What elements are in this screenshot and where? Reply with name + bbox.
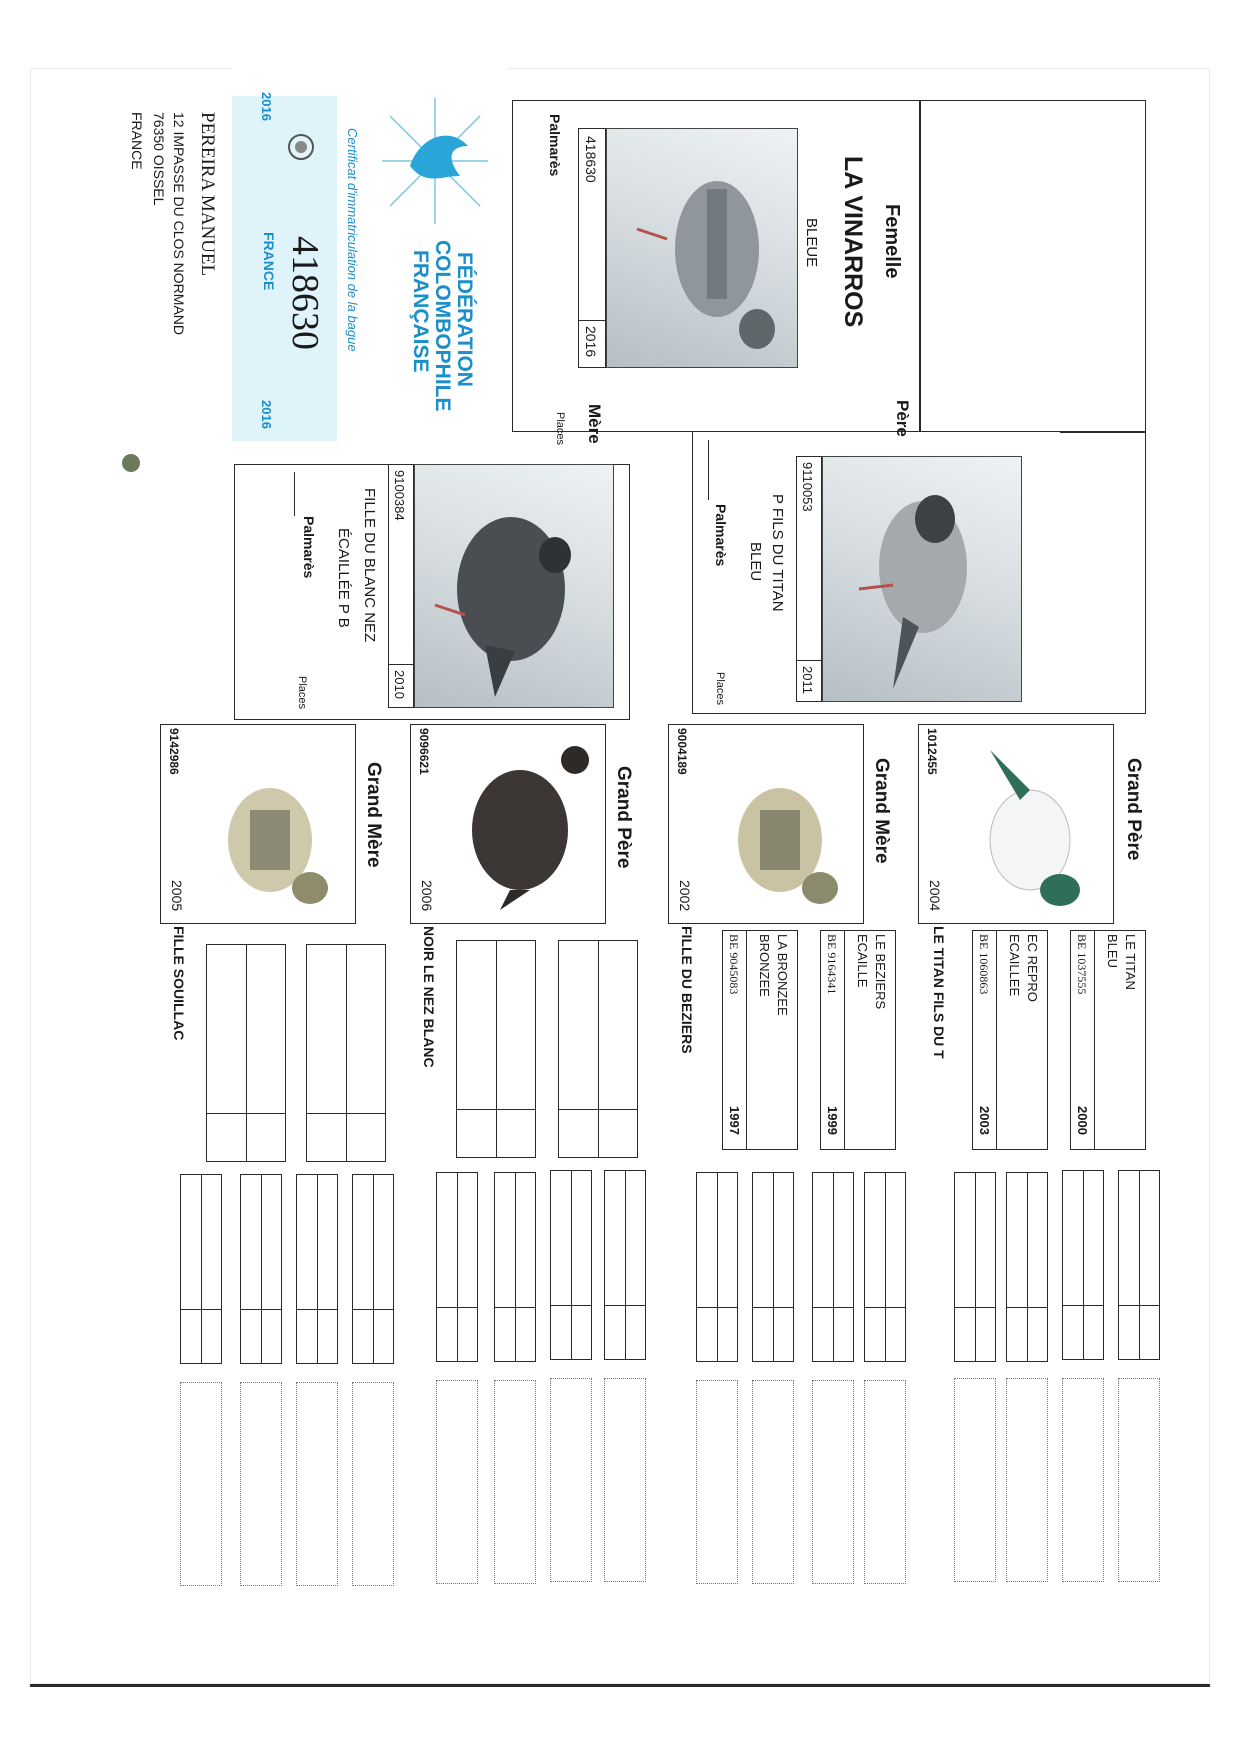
ggp-empty-4 xyxy=(206,944,286,1162)
grandparent-2-pigeon-image xyxy=(710,740,860,910)
results-table xyxy=(494,1380,536,1584)
gggp-table xyxy=(752,1172,794,1362)
gp1-ring: 1012455 xyxy=(925,728,939,775)
cert-subtitle: Certificat d'immatriculation de la bague xyxy=(345,128,360,352)
gp1-role: Grand Père xyxy=(1123,758,1144,861)
gggp-table xyxy=(954,1172,996,1362)
ggp-empty-2 xyxy=(456,940,536,1158)
gggp-table xyxy=(696,1172,738,1362)
mother-role: Mère xyxy=(585,404,604,444)
pigeon-image xyxy=(607,129,798,368)
grandparent-3-pigeon-image xyxy=(450,740,600,910)
gggp-table xyxy=(1062,1170,1104,1360)
results-table xyxy=(240,1382,282,1586)
subject-palmares-label: Palmarès xyxy=(547,114,563,177)
gp2-name: FILLE DU BEZIERS xyxy=(679,926,695,1054)
gggp-table xyxy=(550,1170,592,1360)
mother-photo xyxy=(414,464,614,708)
owner-name: PEREIRA MANUEL xyxy=(197,112,218,277)
gggp-table xyxy=(864,1172,906,1362)
mother-color: ÉCAILLÉE P B xyxy=(335,528,352,628)
results-table xyxy=(1118,1378,1160,1582)
cert-country: FRANCE xyxy=(261,232,277,291)
ggp-box-4-divider xyxy=(746,930,747,1150)
ggp-empty-3 xyxy=(306,944,386,1162)
ring-seal-icon xyxy=(286,132,316,162)
gggp-table xyxy=(604,1170,646,1360)
gggp-table xyxy=(180,1174,222,1364)
ggp4-name: LA BRONZEE xyxy=(775,934,790,1016)
gggp-table xyxy=(352,1174,394,1364)
ggp3-color: ECAILLE xyxy=(855,934,870,988)
gp3-role: Grand Père xyxy=(613,766,634,869)
gggp-table xyxy=(812,1172,854,1362)
ggp2-color: ECAILLEE xyxy=(1007,934,1022,997)
results-table xyxy=(812,1380,854,1584)
subject-ring: 418630 xyxy=(583,136,599,183)
results-table xyxy=(550,1378,592,1582)
mother-ring-divider xyxy=(388,664,414,665)
ggp1-color: BLEU xyxy=(1105,934,1120,968)
gggp-table xyxy=(436,1172,478,1362)
father-palmares-line xyxy=(708,440,709,500)
gggp-table xyxy=(296,1174,338,1364)
subject-name: LA VINARROS xyxy=(839,156,867,328)
pigeon-image xyxy=(823,457,1022,702)
father-places-label: Places xyxy=(714,672,726,706)
results-table xyxy=(1062,1378,1104,1582)
cert-ring-number: 418630 xyxy=(284,236,326,350)
ggp1-name: LE TITAN xyxy=(1123,934,1138,990)
father-color: BLEU xyxy=(747,542,764,582)
mother-palmares-label: Palmarès xyxy=(301,516,317,579)
subject-ring-divider xyxy=(578,320,606,321)
grandparent-4-pigeon-image xyxy=(200,740,350,910)
gp2-role: Grand Mère xyxy=(871,758,892,864)
gp4-name: FILLE SOUILLAC xyxy=(171,926,187,1041)
results-table xyxy=(864,1380,906,1584)
ggp-empty-1 xyxy=(558,940,638,1158)
ggp-box-2-divider xyxy=(996,930,997,1150)
gp2-year: 2002 xyxy=(677,880,693,912)
gggp-table xyxy=(494,1172,536,1362)
cert-year-left: 2016 xyxy=(259,92,274,121)
cert-org-line2: COLOMBOPHILE xyxy=(431,240,454,412)
father-palmares-label: Palmarès xyxy=(713,504,729,567)
mother-ring: 9100384 xyxy=(392,470,407,521)
results-table xyxy=(296,1382,338,1586)
grandparent-1-pigeon-image xyxy=(960,740,1110,910)
results-table xyxy=(752,1380,794,1584)
gp4-role: Grand Mère xyxy=(363,762,384,868)
ggp1-year: 2000 xyxy=(1075,1106,1090,1135)
ggp4-ring: BE 9045083 xyxy=(727,934,741,995)
mother-name: FILLE DU BLANC NEZ xyxy=(361,488,378,643)
empty-frame xyxy=(920,100,1146,432)
ggp4-year: 1997 xyxy=(727,1106,742,1135)
gp3-ring: 9096621 xyxy=(417,728,431,775)
gp4-ring: 9142986 xyxy=(167,728,181,775)
ggp1-ring: BE 1037555 xyxy=(1075,934,1089,995)
ggp3-ring: BE 9164341 xyxy=(825,934,839,995)
father-name: P FILS DU TITAN xyxy=(769,494,786,612)
ggp2-year: 2003 xyxy=(977,1106,992,1135)
gggp-table xyxy=(240,1174,282,1364)
gp3-year: 2006 xyxy=(419,880,435,912)
dove-logo-icon xyxy=(380,96,490,226)
subject-photo xyxy=(606,128,798,368)
gp1-year: 2004 xyxy=(927,880,943,912)
owner-address-line1: 12 IMPASSE DU CLOS NORMAND xyxy=(171,112,187,336)
results-table xyxy=(954,1378,996,1582)
father-year: 2011 xyxy=(800,666,815,694)
results-table xyxy=(1006,1378,1048,1582)
cert-year-right: 2016 xyxy=(259,400,274,429)
ggp2-name: EC REPRO xyxy=(1025,934,1040,1002)
subject-year: 2016 xyxy=(583,326,599,358)
cert-org-line3: FRANÇAISE xyxy=(409,250,432,373)
pedigree-frame xyxy=(1060,432,1146,714)
pigeon-image xyxy=(415,465,614,708)
owner-address-line2: 76350 OISSEL xyxy=(151,112,167,206)
gp3-name: NOIR LE NEZ BLANC xyxy=(421,926,437,1068)
results-table xyxy=(180,1382,222,1586)
father-ring: 9110053 xyxy=(800,462,815,512)
gggp-table xyxy=(1006,1172,1048,1362)
owner-country: FRANCE xyxy=(129,112,145,170)
mother-places-top-label: Places xyxy=(554,412,566,446)
results-table xyxy=(352,1382,394,1586)
ggp4-color: BRONZEE xyxy=(757,934,772,997)
mother-palmares-line xyxy=(294,472,295,516)
mother-places-label: Places xyxy=(296,676,308,710)
results-table xyxy=(696,1380,738,1584)
gp4-year: 2005 xyxy=(169,880,185,912)
mother-year: 2010 xyxy=(392,670,407,699)
gggp-table xyxy=(1118,1170,1160,1360)
ggp2-ring: BE 1060863 xyxy=(977,934,991,995)
subject-sex: Femelle xyxy=(881,204,903,279)
subject-color: BLEUE xyxy=(803,218,820,268)
gp1-name: LE TITAN FILS DU T xyxy=(931,926,947,1059)
ggp-box-1-divider xyxy=(1094,930,1095,1150)
father-photo xyxy=(822,456,1022,702)
results-table xyxy=(436,1380,478,1584)
father-ring-divider xyxy=(796,660,822,661)
ggp3-year: 1999 xyxy=(825,1106,840,1135)
ggp-box-3-divider xyxy=(844,930,845,1150)
cert-org-line1: FÉDÉRATION xyxy=(453,252,476,387)
father-role: Père xyxy=(893,400,912,437)
gp2-ring: 9004189 xyxy=(675,728,689,775)
small-stamp-icon xyxy=(120,452,142,474)
ggp3-name: LE BEZIERS xyxy=(873,934,888,1010)
results-table xyxy=(604,1378,646,1582)
